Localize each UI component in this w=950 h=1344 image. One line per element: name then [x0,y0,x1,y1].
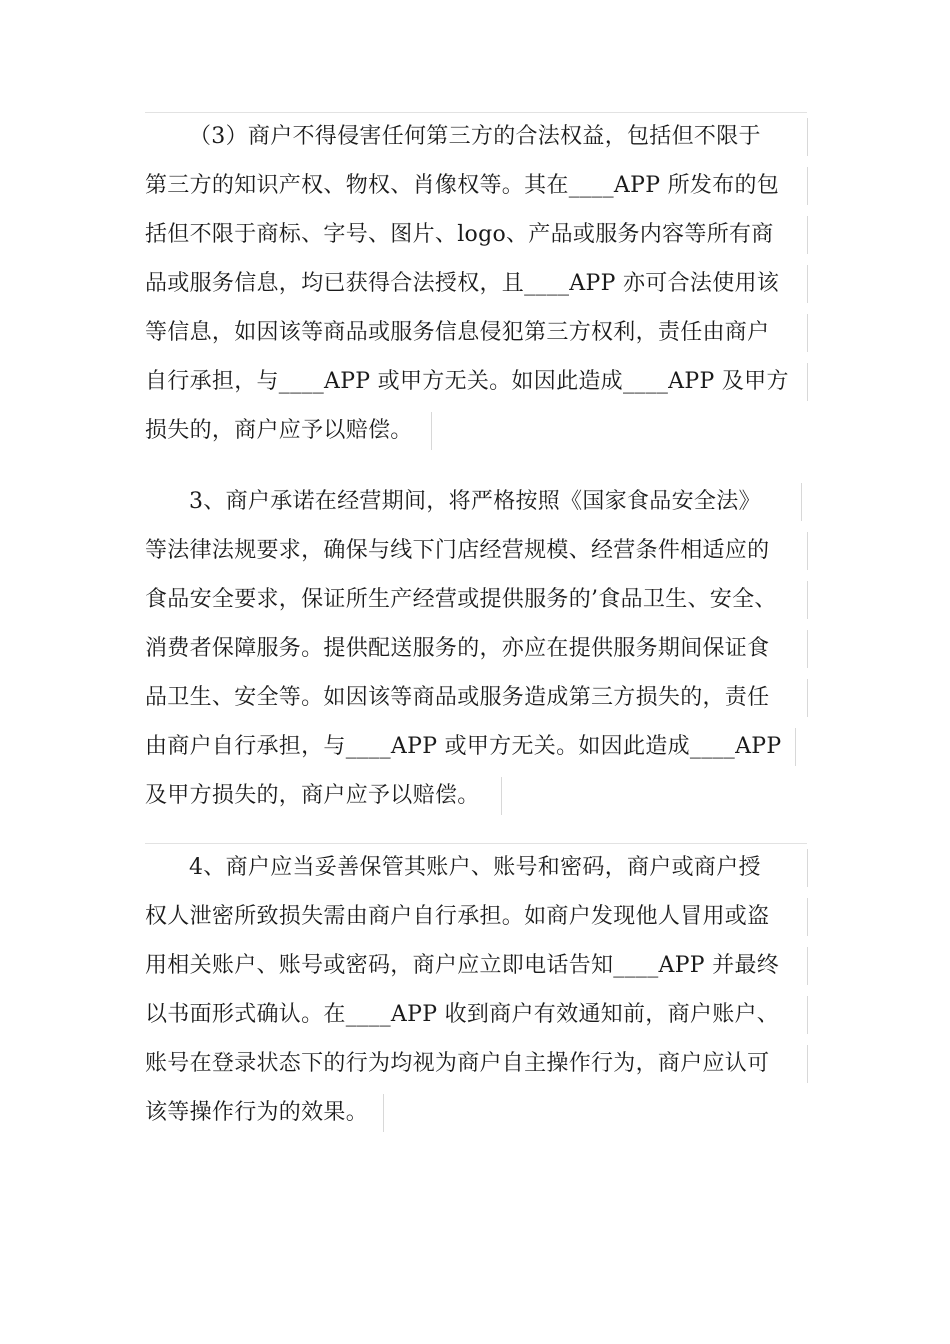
paragraph-clause-4 [145,843,807,1137]
text-line: 等法律法规要求，确保与线下门店经营规模、经营条件相适应的 [145,526,807,575]
text-line: 该等操作行为的效果。 [145,1088,807,1137]
text-line: 等信息，如因该等商品或服务信息侵犯第三方权利，责任由商户 [145,308,807,357]
text-line: （3）商户不得侵害任何第三方的合法权益，包括但不限于 [145,112,807,161]
text-line: 第三方的知识产权、物权、肖像权等。其在____APP 所发布的包 [145,161,807,210]
text-line: 账号在登录状态下的行为均视为商户自主操作行为，商户应认可 [145,1039,807,1088]
paragraph-clause-3 [145,477,807,820]
text-line: 及甲方损失的，商户应予以赔偿。 [145,771,807,820]
text-line: 品或服务信息，均已获得合法授权，且____APP 亦可合法使用该 [145,259,807,308]
text-line: 损失的，商户应予以赔偿。 [145,406,807,455]
text-line: 消费者保障服务。提供配送服务的，亦应在提供服务期间保证食 [145,624,807,673]
paragraph-clause-2-3 [145,112,807,455]
text-line: 4、商户应当妥善保管其账户、账号和密码，商户或商户授 [145,843,807,892]
text-line: 括但不限于商标、字号、图片、logo、产品或服务内容等所有商 [145,210,807,259]
text-line: 由商户自行承担，与____APP 或甲方无关。如因此造成____APP [145,722,807,771]
text-line: 以书面形式确认。在____APP 收到商户有效通知前，商户账户、 [145,990,807,1039]
text-line: 3、商户承诺在经营期间，将严格按照《国家食品安全法》 [145,477,807,526]
text-line: 品卫生、安全等。如因该等商品或服务造成第三方损失的，责任 [145,673,807,722]
text-line: 权人泄密所致损失需由商户自行承担。如商户发现他人冒用或盗 [145,892,807,941]
text-line: 用相关账户、账号或密码，商户应立即电话告知____APP 并最终 [145,941,807,990]
text-line: 自行承担，与____APP 或甲方无关。如因此造成____APP 及甲方 [145,357,807,406]
text-line: 食品安全要求，保证所生产经营或提供服务的’食品卫生、安全、 [145,575,807,624]
